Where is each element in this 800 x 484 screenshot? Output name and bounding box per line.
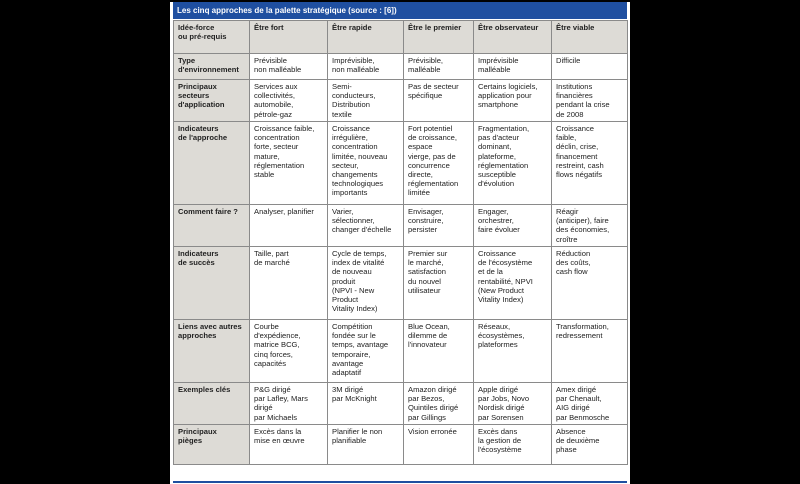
table-row [174,320,628,383]
table-cell: Pas de secteur spécifique [404,80,474,122]
document-page [170,2,630,484]
table-cell: Cycle de temps, index de vitalité de nouveau produit (NPVI - New Product Vitality Index) [328,247,404,320]
table-cell: Courbe d'expédience, matrice BCG, cinq forces, capacités [250,320,328,383]
table-row [174,425,628,465]
table-cell: Transformation, redressement [552,320,628,383]
table-cell: Croissance de l'écosystème et de la rentabilité, NPVI (New Product Vitality Index) [474,247,552,320]
table-cell: Croissance irrégulière, concentration limitée, nouveau secteur, changements technologiques importants [328,122,404,205]
table-row [174,205,628,247]
row-label: Principaux pièges [174,425,250,465]
table-cell: Semi- conducteurs, Distribution textile [328,80,404,122]
table-cell: 3M dirigé par McKnight [328,383,404,425]
table-cell: Croissance faible, déclin, crise, financement restreint, cash flows négatifs [552,122,628,205]
header-cell: Idée-force ou pré-requis [174,21,250,54]
row-label: Exemples clés [174,383,250,425]
table-cell: Difficile [552,54,628,80]
row-label: Comment faire ? [174,205,250,247]
row-label: Principaux secteurs d'application [174,80,250,122]
table-row [174,247,628,320]
strategy-table [173,20,628,465]
table-cell: Institutions financières pendant la crise de 2008 [552,80,628,122]
table-cell: Envisager, construire, persister [404,205,474,247]
table-cell: Amazon dirigé par Bezos, Quintiles dirigé par Gillings [404,383,474,425]
table-cell: P&G dirigé par Lafley, Mars dirigé par Michaels [250,383,328,425]
row-label: Indicateurs de succès [174,247,250,320]
table-cell: Vision erronée [404,425,474,465]
table-cell: Prévisible, malléable [404,54,474,80]
table-cell: Taille, part de marché [250,247,328,320]
table-cell: Planifier le non planifiable [328,425,404,465]
table-cell: Absence de deuxième phase [552,425,628,465]
table-cell: Réseaux, écosystèmes, plateformes [474,320,552,383]
header-cell: Être viable [552,21,628,54]
table-cell: Fort potentiel de croissance, espace vierge, pas de concurrence directe, réglementation limitée [404,122,474,205]
row-label: Type d'environnement [174,54,250,80]
table-cell: Blue Ocean, dilemme de l'innovateur [404,320,474,383]
header-row [174,21,628,54]
table-cell: Engager, orchestrer, faire évoluer [474,205,552,247]
table-cell: Croissance faible, concentration forte, secteur mature, réglementation stable [250,122,328,205]
table-cell: Amex dirigé par Chenault, AIG dirigé par Benmosche [552,383,628,425]
header-cell: Être observateur [474,21,552,54]
table-cell: Imprévisible, non malléable [328,54,404,80]
table-row [174,80,628,122]
header-cell: Être le premier [404,21,474,54]
table-cell: Excès dans la gestion de l'écosystème [474,425,552,465]
row-label: Indicateurs de l'approche [174,122,250,205]
table-cell: Premier sur le marché, satisfaction du nouvel utilisateur [404,247,474,320]
table-row [174,122,628,205]
table-row [174,383,628,425]
table-cell: Excès dans la mise en œuvre [250,425,328,465]
table-cell: Prévisible non malléable [250,54,328,80]
bottom-rule [173,481,627,483]
header-cell: Être rapide [328,21,404,54]
table-cell: Apple dirigé par Jobs, Novo Nordisk dirigé par Sorensen [474,383,552,425]
row-label: Liens avec autres approches [174,320,250,383]
table-cell: Fragmentation, pas d'acteur dominant, plateforme, réglementation susceptible d'évolution [474,122,552,205]
table-cell: Compétition fondée sur le temps, avantage temporaire, avantage adaptatif [328,320,404,383]
table-cell: Services aux collectivités, automobile, pétrole-gaz [250,80,328,122]
table-title: Les cinq approches de la palette stratégique (source : [6]) [173,2,627,19]
table-cell: Réagir (anticiper), faire des économies, croître [552,205,628,247]
table-row [174,54,628,80]
table-cell: Certains logiciels, application pour smartphone [474,80,552,122]
table-cell: Imprévisible malléable [474,54,552,80]
header-cell: Être fort [250,21,328,54]
table-cell: Réduction des coûts, cash flow [552,247,628,320]
table-cell: Analyser, planifier [250,205,328,247]
table-cell: Varier, sélectionner, changer d'échelle [328,205,404,247]
